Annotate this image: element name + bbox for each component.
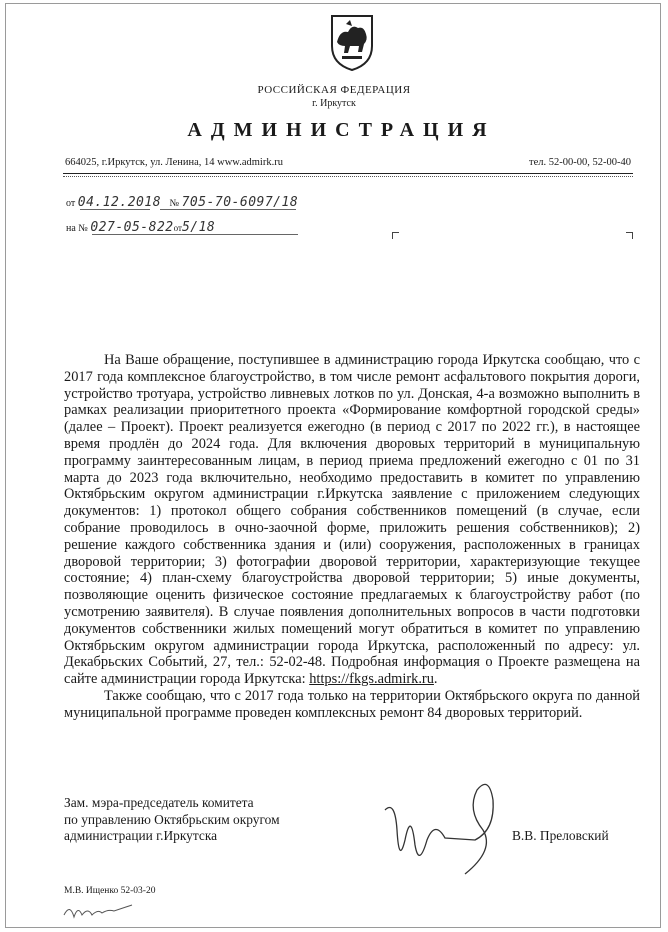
position-line-3: администрации г.Иркутска xyxy=(64,828,218,843)
country-name: РОССИЙСКАЯ ФЕДЕРАЦИЯ xyxy=(257,84,411,96)
date-prefix: от xyxy=(66,198,76,209)
letter-number: 705-70-6097/18 xyxy=(181,195,299,210)
incoming-reference xyxy=(66,220,215,235)
body-paragraph-1 xyxy=(64,352,640,688)
letter-body xyxy=(64,352,640,722)
signatory-name: В.В. Преловский xyxy=(512,828,609,843)
header-dotted-rule xyxy=(63,176,633,177)
reply-underline xyxy=(92,234,298,235)
executor-info: М.В. Ищенко 52-03-20 xyxy=(64,886,156,896)
date-underline xyxy=(80,209,150,210)
header-rule xyxy=(63,173,633,174)
body-paragraph-1-text: На Ваше обращение, поступившее в администрацию города Иркутска сообщаю, что с 2017 года комплексное благоустройство, в том числе ремонт асфальтового покрытия дороги, устройство тротуара, устройство ливневых лотков по ул. Донская, 4-а возможно выполнить в рамках реализации приоритетного проекта «Формирование комфортной городской среды» (далее – Проект). Проект реализуется ежегодно (в период с 2017 по 2022 гг.), в настоящее время продлён до 2024 года. Для включения дворовых территорий в муниципальную программу заинтересованным лицам, в период приема предложений ежегодно с 01 по 31 марта до 2023 года включительно, необходимо предоставить в комитет по управлению Октябрьским округом администрации г.Иркутска заявление с приложением следующих документов: 1) протокол общего собрания собственников помещений (в случае, если собрание проводилось в очно-заочной форме, приложить решения собственников); 2) решение каждого собственника здания и (или) сооружения, расположенных в границах дворовой территории; 3) фотографии дворовой территории, характеризующие текущее состояние; 4) план-схему благоустройства дворовой территории; 5) иные документы, позволяющие оценить физическое состояние предлагаемых к благоустройству работ (по усмотрению заявителя). В случае появления дополнительных вопросов в части подготовки документов собственники жилых помещений могут обратиться в комитет по управлению Октябрьским округом администрации города Иркутска, расположенный по адресу: ул. Декабрьских Событий, 27, тел.: 52-02-48. Подробная информация о Проекте размещена на сайте администрации города Иркутска: xyxy=(64,352,640,688)
reply-date: 5/18 xyxy=(181,220,216,235)
letter-date: 04.12.2018 xyxy=(77,195,162,210)
coat-of-arms-emblem xyxy=(328,12,376,72)
position-line-1: Зам. мэра-председатель комитета xyxy=(64,795,254,810)
handwritten-mark xyxy=(62,895,142,925)
address-line: 664025, г.Иркутск, ул. Ленина, 14 www.admirk.ru xyxy=(65,157,283,168)
number-prefix: № xyxy=(169,198,180,209)
number-underline xyxy=(160,209,296,210)
project-website-link[interactable]: https://fkgs.admirk.ru xyxy=(309,671,434,688)
phone-line: тел. 52-00-00, 52-00-40 xyxy=(529,157,631,168)
reply-prefix: на № xyxy=(66,223,88,234)
city-name: г. Иркутск xyxy=(312,98,356,109)
position-line-2: по управлению Октябрьским округом xyxy=(64,811,280,827)
link-suffix: . xyxy=(433,671,438,688)
outgoing-reference xyxy=(66,195,298,210)
body-paragraph-2: Также сообщаю, что с 2017 года только на территории Октябрьского округа по данной муниципальной программе проведен комплексных ремонт 84 дворовых территорий. xyxy=(64,687,640,721)
reply-number: 027-05-822 xyxy=(90,220,174,235)
reply-date-prefix: от xyxy=(173,223,182,233)
addressee-corner-right xyxy=(626,232,633,239)
signatory-position xyxy=(64,795,280,845)
handwritten-signature xyxy=(365,770,545,880)
addressee-corner-left xyxy=(392,232,399,239)
agency-title: АДМИНИСТРАЦИЯ xyxy=(187,119,496,141)
